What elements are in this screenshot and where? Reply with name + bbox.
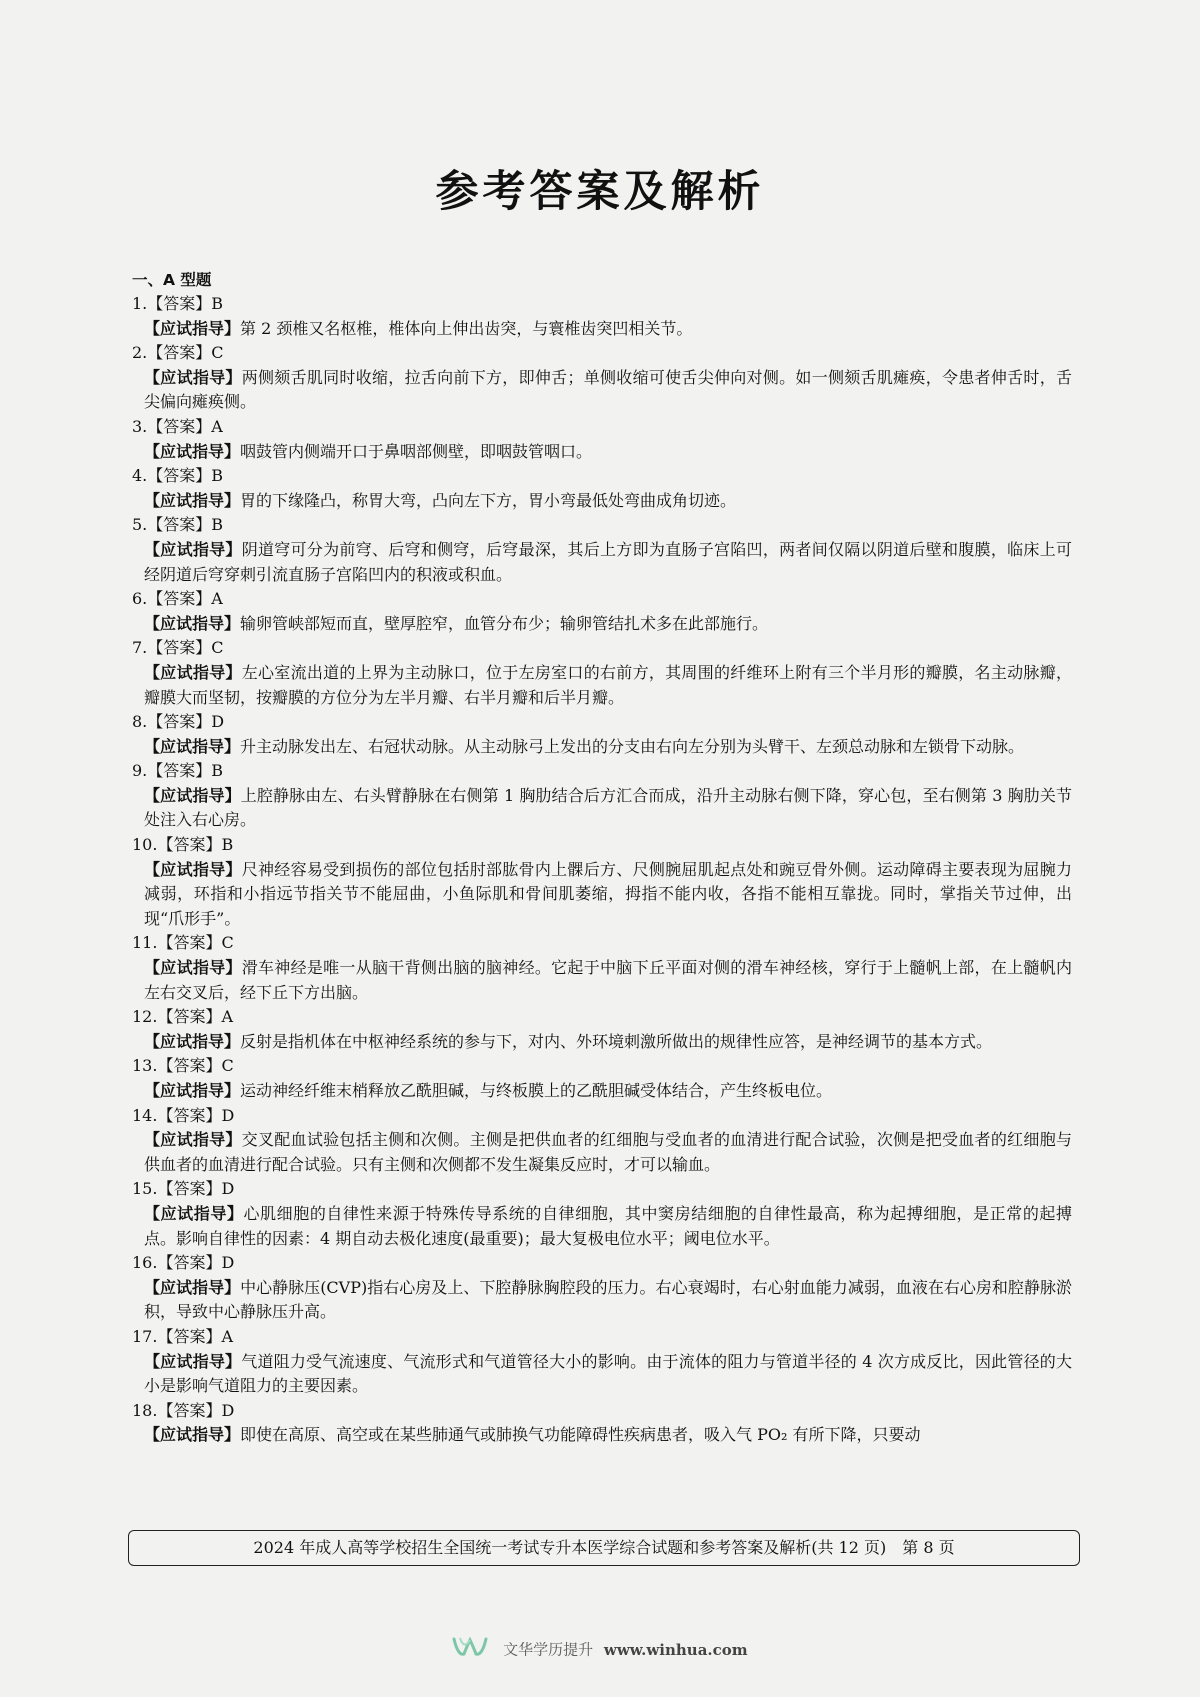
explanation-tag: 【应试指导】 xyxy=(144,318,241,338)
answer-line xyxy=(132,292,1072,317)
question-number: 1. xyxy=(132,294,148,313)
question-item xyxy=(132,1325,1072,1399)
explanation-tag: 【应试指导】 xyxy=(144,859,242,879)
explanation-tag: 【应试指导】 xyxy=(144,736,241,756)
question-number: 3. xyxy=(132,416,148,436)
answer-value: 【答案】A xyxy=(157,1326,234,1346)
question-number: 15. xyxy=(132,1179,158,1199)
question-number: 8. xyxy=(132,712,148,732)
question-number: 17. xyxy=(132,1326,158,1346)
question-number: 12. xyxy=(132,1007,158,1027)
question-number: 7. xyxy=(132,638,148,658)
explanation xyxy=(144,1128,1072,1177)
explanation-tag: 【应试指导】 xyxy=(144,958,242,978)
watermark-brand: 文华学历提升 xyxy=(503,1640,594,1659)
question-item xyxy=(132,931,1072,1005)
answer-value: 【答案】C xyxy=(147,343,224,363)
answer-value: 【答案】B xyxy=(147,466,224,486)
answer-line xyxy=(132,1054,1072,1079)
question-item xyxy=(132,292,1072,341)
question-items xyxy=(132,292,1072,1448)
answer-value: 【答案】C xyxy=(157,933,234,953)
question-item xyxy=(132,759,1072,833)
watermark-site: www.winhua.com xyxy=(603,1640,748,1659)
answer-value: 【答案】C xyxy=(147,638,224,658)
answer-list xyxy=(132,268,1072,1448)
explanation xyxy=(144,735,1072,760)
question-item xyxy=(132,710,1072,759)
explanation-tag: 【应试指导】 xyxy=(144,1081,241,1100)
explanation xyxy=(144,1030,1072,1055)
question-number: 4. xyxy=(132,466,148,486)
explanation xyxy=(144,440,1072,465)
explanation xyxy=(144,1202,1072,1251)
explanation-text: 交叉配血试验包括主侧和次侧。主侧是把供血者的红细胞与受血者的血清进行配合试验，次侧是把受血者的红细胞与供血者的血清进行配合试验。只有主侧和次侧都不发生凝集反应时，才可以输血。 xyxy=(144,1130,1072,1174)
explanation-text: 两侧颏舌肌同时收缩，拉舌向前下方，即伸舌；单侧收缩可使舌尖伸向对侧。如一侧颏舌肌瘫痪，令患者伸舌时，舌尖偏向瘫痪侧。 xyxy=(144,367,1072,412)
answer-line xyxy=(132,464,1072,489)
answer-value: 【答案】D xyxy=(157,1400,235,1420)
question-item xyxy=(132,1005,1072,1054)
explanation xyxy=(144,1276,1072,1325)
explanation-text: 阴道穹可分为前穹、后穹和侧穹，后穹最深，其后上方即为直肠子宫陷凹，两者间仅隔以阴道后壁和腹膜，临床上可经阴道后穹穿刺引流直肠子宫陷凹内的积液或积血。 xyxy=(144,539,1072,584)
answer-value: 【答案】D xyxy=(157,1253,235,1273)
answer-value: 【答案】D xyxy=(157,1105,235,1125)
page-title: 参考答案及解析 xyxy=(435,167,765,217)
watermark xyxy=(0,1636,1200,1665)
explanation-tag: 【应试指导】 xyxy=(144,1031,241,1051)
answer-line xyxy=(132,833,1072,858)
question-item xyxy=(132,1177,1072,1251)
answer-value: 【答案】B xyxy=(147,761,224,781)
explanation-tag: 【应试指导】 xyxy=(144,1425,241,1445)
answer-line xyxy=(132,1177,1072,1202)
question-item xyxy=(132,833,1072,931)
explanation-text: 胃的下缘隆凸，称胃大弯，凸向左下方，胃小弯最低处弯曲成角切迹。 xyxy=(240,490,737,510)
explanation-tag: 【应试指导】 xyxy=(144,539,242,559)
question-number: 13. xyxy=(132,1056,158,1076)
answer-value: 【答案】A xyxy=(147,416,223,436)
explanation xyxy=(144,1350,1072,1399)
explanation-text: 尺神经容易受到损伤的部位包括肘部肱骨内上髁后方、尺侧腕屈肌起点处和豌豆骨外侧。运动障碍主要表现为屈腕力减弱，环指和小指远节指关节不能屈曲，小鱼际肌和骨间肌萎缩，拇指不能内收，各指不能相互靠拢。同时，掌指关节过伸，出现“爪形手”。 xyxy=(144,859,1072,928)
explanation-text: 升主动脉发出左、右冠状动脉。从主动脉弓上发出的分支由右向左分别为头臂干、左颈总动脉和左锁骨下动脉。 xyxy=(240,736,1025,756)
explanation xyxy=(144,1079,1072,1104)
question-number: 16. xyxy=(132,1253,158,1273)
explanation-text: 第 2 颈椎又名枢椎，椎体向上伸出齿突，与寰椎齿突凹相关节。 xyxy=(240,318,693,338)
explanation-text: 滑车神经是唯一从脑干背侧出脑的脑神经。它起于中脑下丘平面对侧的滑车神经核，穿行于上髓帆上部，在上髓帆内左右交叉后，经下丘下方出脑。 xyxy=(144,958,1072,1002)
explanation xyxy=(144,858,1072,932)
answer-line xyxy=(132,415,1072,440)
explanation-tag: 【应试指导】 xyxy=(144,785,241,805)
explanation xyxy=(144,661,1072,710)
explanation-tag: 【应试指导】 xyxy=(144,367,242,387)
question-number: 2. xyxy=(132,343,148,363)
question-number: 11. xyxy=(132,933,158,953)
answer-line xyxy=(132,710,1072,735)
question-item xyxy=(132,415,1072,464)
answer-line xyxy=(132,636,1072,661)
answer-line xyxy=(132,341,1072,366)
question-number: 5. xyxy=(132,515,148,535)
explanation-tag: 【应试指导】 xyxy=(144,1351,242,1371)
answer-line xyxy=(132,587,1072,612)
answer-value: 【答案】D xyxy=(157,1179,235,1199)
question-number: 18. xyxy=(132,1400,158,1420)
answer-value: 【答案】B xyxy=(157,835,234,855)
question-item xyxy=(132,1104,1072,1178)
page-footer: 2024 年成人高等学校招生全国统一考试专升本医学综合试题和参考答案及解析(共 12 页) 第 8 页 xyxy=(128,1530,1080,1566)
explanation-tag: 【应试指导】 xyxy=(144,441,241,461)
question-number: 9. xyxy=(132,761,148,781)
explanation xyxy=(144,489,1072,514)
explanation xyxy=(144,1423,1072,1448)
question-item xyxy=(132,1399,1072,1448)
explanation-tag: 【应试指导】 xyxy=(144,1203,244,1223)
answer-value: 【答案】A xyxy=(157,1007,234,1027)
explanation-text: 输卵管峡部短而直，壁厚腔窄，血管分布少；输卵管结扎术多在此部施行。 xyxy=(240,613,769,633)
answer-line xyxy=(132,1251,1072,1276)
explanation-tag: 【应试指导】 xyxy=(144,662,242,682)
question-number: 10. xyxy=(132,835,158,855)
winhua-logo-icon xyxy=(452,1636,488,1665)
question-item xyxy=(132,1251,1072,1325)
question-item xyxy=(132,1054,1072,1103)
question-number: 14. xyxy=(132,1105,158,1125)
explanation xyxy=(144,366,1072,415)
answer-line xyxy=(132,1325,1072,1350)
answer-line xyxy=(132,759,1072,784)
explanation xyxy=(144,538,1072,587)
question-item xyxy=(132,636,1072,710)
answer-line xyxy=(132,1005,1072,1030)
question-item xyxy=(132,513,1072,587)
explanation-text: 心肌细胞的自律性来源于特殊传导系统的自律细胞，其中窦房结细胞的自律性最高，称为起搏细胞，是正常的起搏点。影响自律性的因素：4 期自动去极化速度(最重要)；最大复极电位水平；阈电位水平。 xyxy=(144,1203,1072,1248)
answer-line xyxy=(132,513,1072,538)
explanation-text: 咽鼓管内侧端开口于鼻咽部侧壁，即咽鼓管咽口。 xyxy=(240,441,593,461)
explanation-tag: 【应试指导】 xyxy=(144,490,241,510)
question-item xyxy=(132,341,1072,415)
answer-line xyxy=(132,1399,1072,1424)
explanation-text: 反射是指机体在中枢神经系统的参与下，对内、外环境刺激所做出的规律性应答，是神经调节的基本方式。 xyxy=(240,1031,993,1051)
answer-value: 【答案】B xyxy=(147,294,224,313)
question-item xyxy=(132,464,1072,513)
explanation xyxy=(144,956,1072,1005)
section-heading: 一、A 型题 xyxy=(132,271,212,289)
explanation-tag: 【应试指导】 xyxy=(144,1130,242,1150)
explanation-text: 运动神经纤维末梢释放乙酰胆碱，与终板膜上的乙酰胆碱受体结合，产生终板电位。 xyxy=(240,1081,833,1100)
explanation-text: 左心室流出道的上界为主动脉口，位于左房室口的右前方，其周围的纤维环上附有三个半月形的瓣膜，名主动脉瓣，瓣膜大而坚韧，按瓣膜的方位分为左半月瓣、右半月瓣和后半月瓣。 xyxy=(144,662,1072,707)
answer-line xyxy=(132,1104,1072,1129)
answer-value: 【答案】C xyxy=(157,1056,234,1076)
explanation-text: 气道阻力受气流速度、气流形式和气道管径大小的影响。由于流体的阻力与管道半径的 4 次方成反比，因此管径的大小是影响气道阻力的主要因素。 xyxy=(144,1351,1072,1396)
explanation xyxy=(144,784,1072,833)
explanation xyxy=(144,612,1072,637)
explanation xyxy=(144,317,1072,342)
answer-value: 【答案】A xyxy=(147,589,223,609)
answer-line xyxy=(132,931,1072,956)
explanation-text: 上腔静脉由左、右头臂静脉在右侧第 1 胸肋结合后方汇合而成，沿升主动脉右侧下降，穿心包，至右侧第 3 胸肋关节处注入右心房。 xyxy=(144,785,1072,830)
answer-value: 【答案】B xyxy=(147,515,224,535)
explanation-text: 即使在高原、高空或在某些肺通气或肺换气功能障碍性疾病患者，吸入气 PO₂ 有所下降，只要动 xyxy=(240,1425,921,1445)
question-item xyxy=(132,587,1072,636)
answer-value: 【答案】D xyxy=(147,712,225,732)
explanation-text: 中心静脉压(CVP)指右心房及上、下腔静脉胸腔段的压力。右心衰竭时，右心射血能力减弱，血液在右心房和腔静脉淤积，导致中心静脉压升高。 xyxy=(144,1277,1072,1322)
question-number: 6. xyxy=(132,589,148,609)
explanation-tag: 【应试指导】 xyxy=(144,613,241,633)
explanation-tag: 【应试指导】 xyxy=(144,1277,241,1297)
